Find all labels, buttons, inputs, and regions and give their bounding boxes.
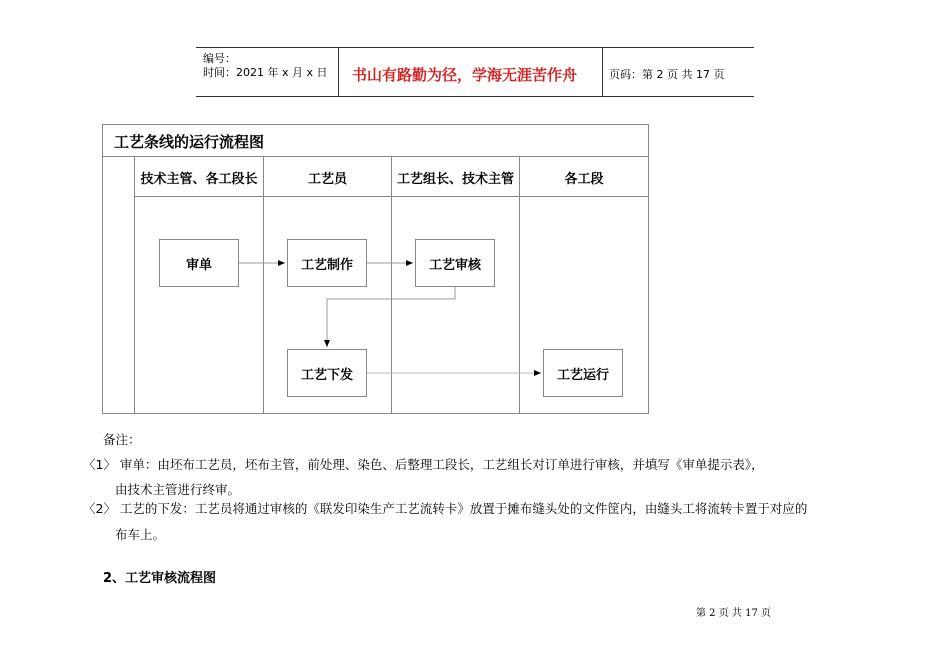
header-motto: 书山有路勤为径，学海无涯苦作舟 <box>352 66 578 84</box>
flowchart-title: 工艺条线的运行流程图 <box>114 133 265 151</box>
notes-heading: 备注： <box>103 432 141 447</box>
serial-label: 编号： <box>203 52 236 65</box>
lane-header-technologist: 工艺员 <box>307 172 347 187</box>
node-approve: 工艺审核 <box>415 239 495 287</box>
note-1-line-2: 由技术主管进行终审。 <box>115 482 241 497</box>
lane-header-sections: 各工段 <box>564 172 604 187</box>
node-run: 工艺运行 <box>543 349 623 397</box>
node-issue: 工艺下发 <box>287 349 367 397</box>
node-review: 审单 <box>159 239 239 287</box>
lane-header-team-leader: 工艺组长、技术主管 <box>396 172 514 187</box>
section-2-heading: 2、工艺审核流程图 <box>103 571 217 586</box>
node-make: 工艺制作 <box>287 239 367 287</box>
note-2-line-1: 〈2〉 工艺的下发：工艺员将通过审核的《联发印染生产工艺流转卡》放置于摊布缝头处的文件筐内，由缝头工将流转卡置于对应的 <box>83 501 808 516</box>
time-label: 时间：2021 年 x 月 x 日 <box>203 66 328 79</box>
page-footer: 第 2 页 共 17 页 <box>696 608 771 619</box>
note-2-line-2: 布车上。 <box>115 527 166 542</box>
arrow-approve-to-issue <box>327 287 455 347</box>
lane-header-supervisors: 技术主管、各工段长 <box>140 172 258 187</box>
header-page-info: 页码：第 2 页 共 17 页 <box>609 68 725 81</box>
note-1-line-1: 〈1〉 审单：由坯布工艺员，坯布主管，前处理、染色、后整理工段长，工艺组长对订单进行审核，并填写《审单提示表》， <box>83 457 764 472</box>
